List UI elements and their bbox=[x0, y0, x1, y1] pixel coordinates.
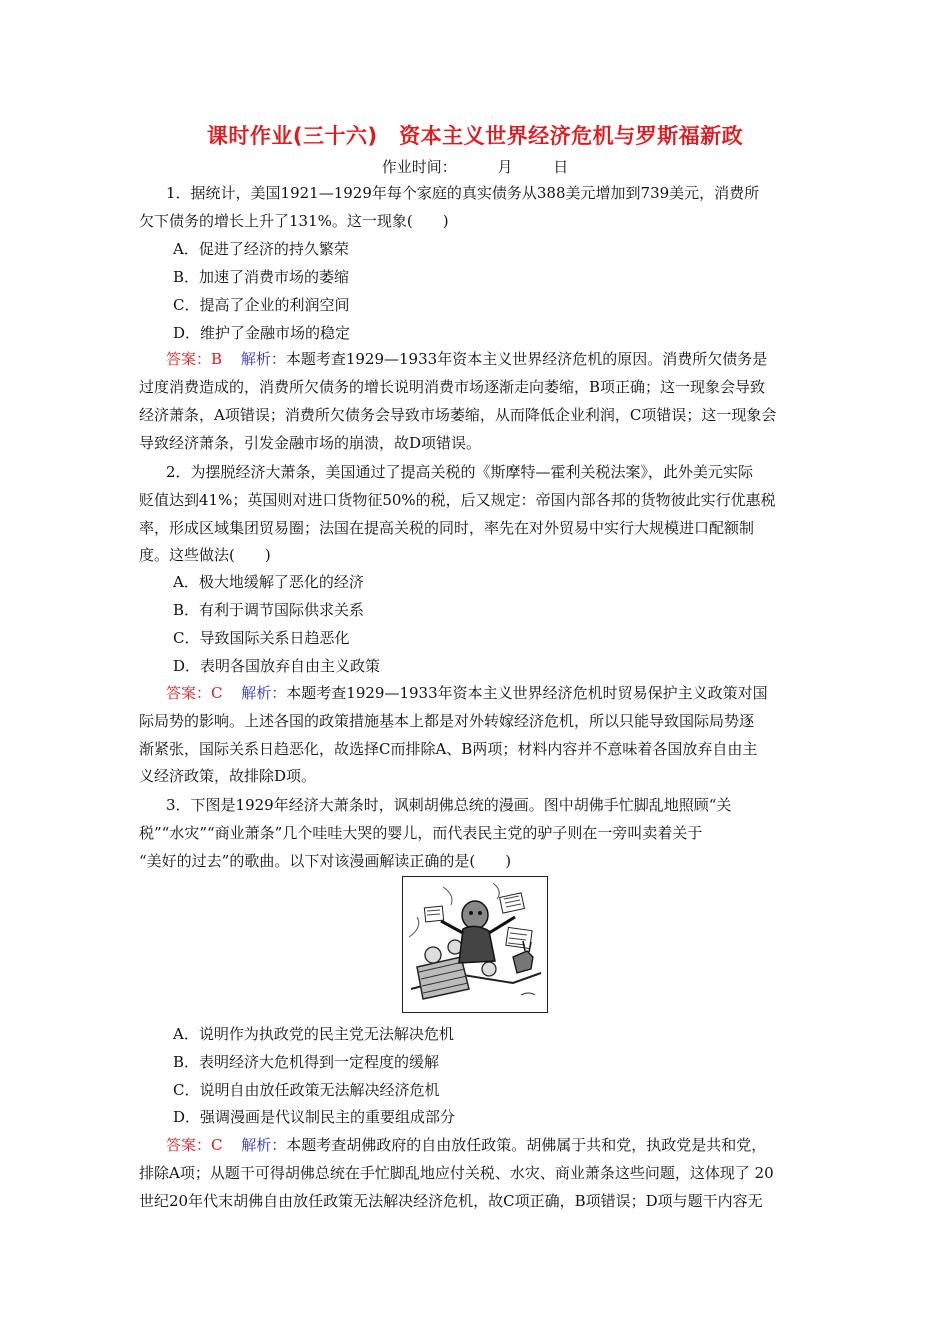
q1-stem-line: 1．据统计，美国1921—1929年每个家庭的真实债务从388美元增加到739美元，消费所 bbox=[166, 184, 760, 202]
page-title: 课时作业(三十六) 资本主义世界经济危机与罗斯福新政 bbox=[206, 124, 744, 148]
q3-stem-line: “美好的过去”的歌曲。以下对该漫画解读正确的是( ) bbox=[139, 852, 512, 870]
analysis-label: 解析： bbox=[240, 350, 286, 368]
q1-analysis-line: 过度消费造成的，消费所欠债务的增长说明消费市场逐渐走向萎缩，B项正确；这一现象会导致 bbox=[139, 378, 766, 396]
q2-stem-line: 率，形成区域集团贸易圈；法国在提高关税的同时，率先在对外贸易中实行大规模进口配额制 bbox=[139, 519, 755, 537]
q1-analysis-text: 本题考查1929—1933年资本主义世界经济危机的原因。消费所欠债务是 bbox=[285, 350, 768, 368]
day-label: 日 bbox=[553, 158, 569, 176]
analysis-label: 解析： bbox=[241, 1136, 287, 1154]
q3-option-b: B．表明经济大危机得到一定程度的缓解 bbox=[173, 1053, 440, 1071]
q2-stem-line: 贬值达到41%；英国则对进口货物征50%的税，后又规定：帝国内部各邦的货物彼此实行优惠税 bbox=[139, 491, 776, 509]
hoover-cartoon-image bbox=[402, 876, 548, 1013]
q3-stem-line: 3．下图是1929年经济大萧条时，讽刺胡佛总统的漫画。图中胡佛手忙脚乱地照顾“关 bbox=[166, 796, 732, 814]
q3-analysis-text: 本题考查胡佛政府的自由放任政策。胡佛属于共和党，执政党是共和党， bbox=[286, 1136, 767, 1154]
q1-option-a: A．促进了经济的持久繁荣 bbox=[173, 240, 349, 258]
q3-stem-line: 税”“水灾”“商业萧条”几个哇哇大哭的婴儿，而代表民主党的驴子则在一旁叫卖着关于 bbox=[139, 824, 703, 842]
q3-analysis-first bbox=[166, 1135, 819, 1155]
time-label: 作业时间： bbox=[381, 158, 457, 176]
answer-label: 答案： bbox=[166, 684, 212, 702]
analysis-label: 解析： bbox=[241, 684, 287, 702]
homework-time bbox=[0, 156, 950, 177]
q2-option-a: A．极大地缓解了恶化的经济 bbox=[173, 573, 364, 591]
month-label: 月 bbox=[497, 158, 513, 176]
q2-analysis-first bbox=[166, 683, 819, 703]
q1-stem-line: 欠下债务的增长上升了131%。这一现象( ) bbox=[139, 212, 449, 230]
q3-analysis-line: 世纪20年代末胡佛自由放任政策无法解决经济危机，故C项正确，B项错误；D项与题干内容无 bbox=[139, 1192, 763, 1210]
q2-analysis-line: 际局势的影响。上述各国的政策措施基本上都是对外转嫁经济危机，所以只能导致国际局势逐 bbox=[139, 712, 755, 730]
q1-option-b: B．加速了消费市场的萎缩 bbox=[173, 268, 350, 286]
q3-option-c: C．说明自由放任政策无法解决经济危机 bbox=[173, 1081, 440, 1099]
q3-answer: C bbox=[211, 1136, 223, 1154]
q1-option-d: D．维护了金融市场的稳定 bbox=[173, 324, 351, 342]
q1-analysis-line: 导致经济萧条，引发金融市场的崩溃，故D项错误。 bbox=[139, 434, 482, 452]
q2-analysis-line: 义经济政策，故排除D项。 bbox=[139, 767, 317, 785]
q2-option-b: B．有利于调节国际供求关系 bbox=[173, 601, 365, 619]
q2-analysis-line: 渐紧张，国际关系日趋恶化，故选择C而排除A、B两项；材料内容并不意味着各国放弃自由主 bbox=[139, 740, 758, 758]
answer-label: 答案： bbox=[166, 350, 212, 368]
q2-analysis-text: 本题考查1929—1933年资本主义世界经济危机时贸易保护主义政策对国 bbox=[286, 684, 768, 702]
q2-stem-line: 度。这些做法( ) bbox=[139, 546, 271, 564]
q2-answer: C bbox=[211, 684, 223, 702]
q1-answer: B bbox=[211, 350, 223, 368]
q1-analysis-line: 经济萧条，A项错误；消费所欠债务会导致市场萎缩，从而降低企业利润，C项错误；这一现象会 bbox=[139, 406, 777, 424]
q3-analysis-line: 排除A项；从题干可得胡佛总统在手忙脚乱地应付关税、水灾、商业萧条这些问题，这体现了 20 bbox=[139, 1164, 774, 1182]
q1-analysis-first bbox=[166, 349, 819, 369]
q2-option-d: D．表明各国放弃自由主义政策 bbox=[173, 657, 381, 675]
q3-option-a: A．说明作为执政党的民主党无法解决危机 bbox=[173, 1025, 454, 1043]
q2-option-c: C．导致国际关系日趋恶化 bbox=[173, 629, 350, 647]
q3-option-d: D．强调漫画是代议制民主的重要组成部分 bbox=[173, 1108, 456, 1126]
answer-label: 答案： bbox=[166, 1136, 212, 1154]
cartoon-drawing bbox=[403, 877, 546, 1011]
q2-stem-line: 2．为摆脱经济大萧条，美国通过了提高关税的《斯摩特—霍利关税法案》，此外美元实际 bbox=[166, 463, 754, 481]
q1-option-c: C．提高了企业的利润空间 bbox=[173, 296, 350, 314]
